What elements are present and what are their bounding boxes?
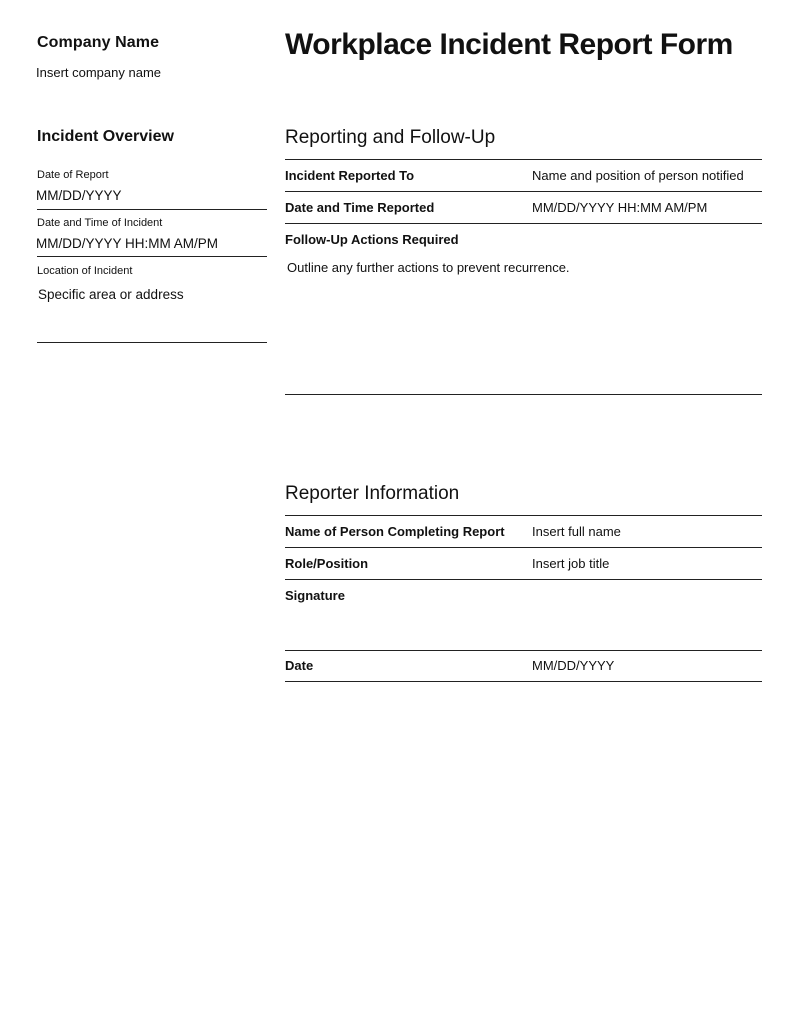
divider <box>285 650 762 651</box>
reporting-followup-heading: Reporting and Follow-Up <box>285 127 496 148</box>
reported-to-field[interactable]: Name and position of person notified <box>532 168 744 183</box>
incident-location-field[interactable]: Specific area or address <box>38 287 184 302</box>
page-title: Workplace Incident Report Form <box>285 28 733 61</box>
datetime-reported-label: Date and Time Reported <box>285 200 435 215</box>
date-field[interactable]: MM/DD/YYYY <box>532 658 615 673</box>
date-of-report-field[interactable]: MM/DD/YYYY <box>36 188 122 203</box>
divider <box>285 223 762 224</box>
followup-actions-label: Follow-Up Actions Required <box>285 232 459 247</box>
company-name-field[interactable]: Insert company name <box>36 65 162 80</box>
reporter-info-heading: Reporter Information <box>285 483 460 504</box>
datetime-reported-field[interactable]: MM/DD/YYYY HH:MM AM/PM <box>532 200 708 215</box>
divider <box>285 681 762 682</box>
divider <box>37 209 267 210</box>
incident-overview-heading: Incident Overview <box>37 128 174 145</box>
signature-label: Signature <box>285 588 345 603</box>
divider <box>285 191 762 192</box>
divider <box>285 159 762 160</box>
company-name-label: Company Name <box>37 34 160 51</box>
incident-datetime-field[interactable]: MM/DD/YYYY HH:MM AM/PM <box>36 236 219 251</box>
divider <box>285 579 762 580</box>
divider <box>285 394 762 395</box>
divider <box>285 515 762 516</box>
role-position-label: Role/Position <box>285 556 369 571</box>
date-of-report-label: Date of Report <box>37 169 109 181</box>
role-position-field[interactable]: Insert job title <box>532 556 610 571</box>
incident-datetime-label: Date and Time of Incident <box>37 217 163 229</box>
date-label: Date <box>285 658 314 673</box>
divider <box>37 342 267 343</box>
signature-field[interactable] <box>285 608 762 648</box>
divider <box>285 547 762 548</box>
divider <box>37 256 267 257</box>
reporter-name-label: Name of Person Completing Report <box>285 524 505 539</box>
reported-to-label: Incident Reported To <box>285 168 415 183</box>
reporter-name-field[interactable]: Insert full name <box>532 524 621 539</box>
followup-actions-field[interactable]: Outline any further actions to prevent recurrence. <box>287 260 570 275</box>
incident-location-label: Location of Incident <box>37 265 133 277</box>
